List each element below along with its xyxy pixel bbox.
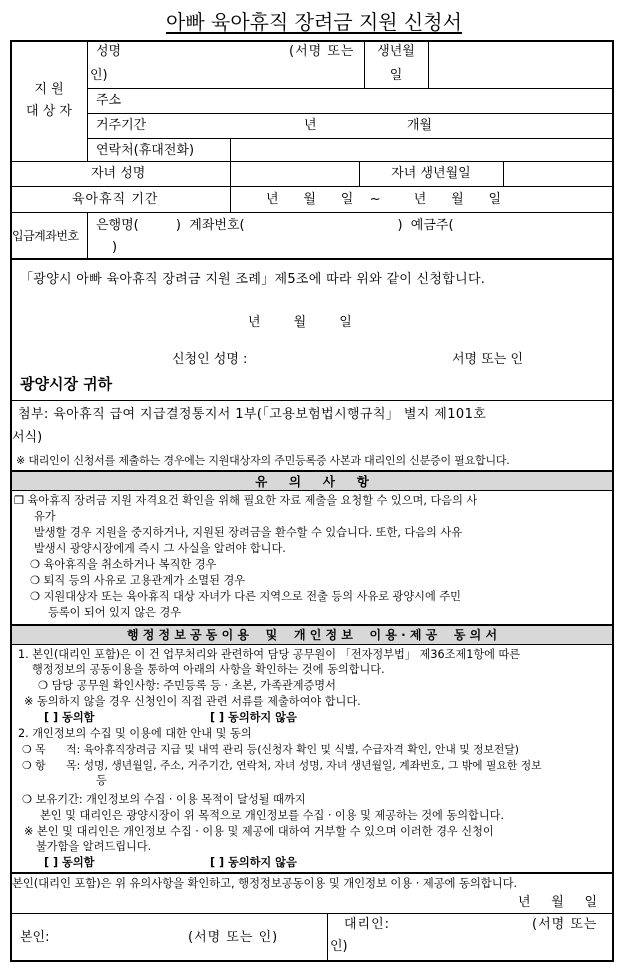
agent-sign: (서명 또는 <box>532 917 598 932</box>
consent-line: ❍ 항 목: 성명, 생년월일, 주소, 거주기간, 연락처, 자녀 성명, 자녀 생년월일, 계좌번호, 그 밖에 필요한 정보 <box>22 759 542 772</box>
consent-agree-1[interactable]: [ ] 동의함 <box>44 711 95 724</box>
consent-line: 1. 본인(대리인 포함)은 이 건 업무처리와 관련하여 담당 공무원이 「전자정부법」 제36조제1항에 따른 <box>18 648 521 661</box>
caution-line: ❍ 지원대상자 또는 육아휴직 대상 자녀가 다른 지역으로 전출 등의 사유로 광양시에 주민 <box>30 590 461 603</box>
signer-label: 신청인 성명 : <box>172 352 248 367</box>
residence-label: 거주기간 <box>96 118 147 133</box>
consent-line: 행정정보의 공동이용을 통하여 아래의 사항을 확인하는 것에 동의합니다. <box>32 663 385 676</box>
caution-line: ❍ 육아휴직을 취소하거나 복직한 경우 <box>30 558 217 571</box>
grid-line <box>11 212 613 213</box>
caution-line: ❍ 퇴직 등의 사유로 고용관계가 소멸된 경우 <box>30 574 246 587</box>
grid-line <box>11 490 613 491</box>
consent-disagree-1[interactable]: [ ] 동의하지 않음 <box>210 711 297 724</box>
consent-line: ※ 동의하지 않을 경우 신청인이 직접 관련 서류를 제출하여야 합니다. <box>24 695 361 708</box>
phone-label: 연락처(휴대전화) <box>96 143 195 158</box>
consent-line: ❍ 담당 공무원 확인사항: 주민등록 등 · 초본, 가족관계증명서 <box>38 679 336 692</box>
consent-line: 불가함을 알려드립니다. <box>36 840 152 853</box>
declaration-date: 년 월 일 <box>248 315 352 330</box>
cautions-header: 유 의 사 항 <box>255 474 369 489</box>
birth-label: 일 <box>389 68 403 83</box>
grid-line <box>11 258 613 260</box>
consent-agree-2[interactable]: [ ] 동의함 <box>44 856 95 869</box>
caution-line: 등록이 되어 있지 않은 경우 <box>48 606 182 619</box>
consent-header: 행 정 정 보 공 동 이 용 및 개 인 정 보 이 용 · 제 공 동 의 서 <box>126 628 498 642</box>
name-sign-label-cont: 인) <box>90 68 108 83</box>
addressee: 광양시장 귀하 <box>20 375 113 393</box>
grid-line <box>11 400 613 401</box>
agent-sign-cont: 인) <box>330 939 348 954</box>
bank-info: 은행명( ) 계좌번호( ) 예금주( <box>96 218 454 233</box>
self-sign: (서명 또는 인) <box>188 930 279 945</box>
consent-line: 본인 및 대리인은 광양시장이 위 목적으로 개인정보를 수집 · 이용 및 제공하는 것에 동의합니다. <box>40 809 505 822</box>
grid-line <box>87 212 88 259</box>
attachment-text: 첨부: 육아휴직 급여 지급결정통지서 1부(「고용보험법시행규칙」 별지 제101호 <box>18 407 487 422</box>
child-name-label: 자녀 성명 <box>91 166 146 181</box>
attachment-text-cont: 서식) <box>12 430 43 445</box>
grid-line <box>11 161 613 162</box>
sign-text: 서명 또는 인 <box>452 352 524 367</box>
agent-label: 대리인: <box>344 917 391 932</box>
grid-line <box>11 913 613 914</box>
grid-line <box>87 138 613 139</box>
applicant-label: 대 상 자 <box>26 104 72 119</box>
grid-line <box>428 41 429 88</box>
residence-month: 개월 <box>407 118 433 133</box>
leave-period-label: 육아휴직 기간 <box>72 192 159 207</box>
grid-line <box>87 113 613 114</box>
consent-line: 등 <box>96 774 107 787</box>
applicant-label: 지 원 <box>34 82 64 97</box>
consent-disagree-2[interactable]: [ ] 동의하지 않음 <box>210 856 297 869</box>
caution-line: 유가 <box>34 510 56 523</box>
consent-line: ※ 본인 및 대리인은 개인정보 수집 · 이용 및 제공에 대하여 거부할 수 있으며 이러한 경우 신청이 <box>24 825 494 838</box>
address-label: 주소 <box>96 93 122 108</box>
birth-label: 생년월 <box>377 44 415 59</box>
leave-period-value: 년 월 일 ~ 년 월 일 <box>266 192 502 207</box>
footer-date: 년 월 일 <box>518 895 597 910</box>
caution-line: ❒ 육아휴직 장려금 지원 자격요건 확인을 위해 필요한 자료 제출을 요청할 수 있으며, 다음의 사 <box>14 494 478 507</box>
grid-line <box>11 872 613 874</box>
caution-line: 발생할 경우 지원을 중지하거나, 지원된 장려금을 환수할 수 있습니다. 또한, 다음의 사유 <box>34 526 463 539</box>
footer-statement: 본인(대리인 포함)은 위 유의사항을 확인하고, 행정정보공동이용 및 개인정보 이용 · 제공에 동의합니다. <box>12 876 518 890</box>
grid-line <box>11 186 613 187</box>
grid-line <box>230 138 231 186</box>
child-birth-label: 자녀 생년월일 <box>391 166 471 181</box>
grid-line <box>87 41 88 161</box>
form-title: 아빠 육아휴직 장려금 지원 신청서 <box>166 10 462 34</box>
bank-label: 입금계좌번호 <box>12 229 79 243</box>
grid-line <box>11 644 613 645</box>
name-label: 성명 <box>96 44 122 59</box>
self-label: 본인: <box>20 930 50 945</box>
grid-line <box>327 913 328 960</box>
grid-line <box>87 88 613 89</box>
declaration-text: 「광양시 아빠 육아휴직 장려금 지원 조례」제5조에 따라 위와 같이 신청합니다. <box>20 272 486 287</box>
consent-line: ❍ 보유기간: 개인정보의 수집 · 이용 목적이 달성될 때까지 <box>22 793 306 806</box>
proxy-note: ※ 대리인이 신청서를 제출하는 경우에는 지원대상자의 주민등록증 사본과 대리인의 신분증이 필요합니다. <box>16 454 510 467</box>
name-sign-label: (서명 또는 <box>289 44 355 59</box>
bank-info-cont: ) <box>112 240 118 255</box>
grid-line <box>230 186 231 212</box>
residence-year: 년 <box>304 118 317 133</box>
caution-line: 발생시 광양시장에게 즉시 그 사실을 알려야 합니다. <box>34 542 286 555</box>
consent-line: ❍ 목 적: 육아휴직장려금 지급 및 내역 관리 등(신청자 확인 및 식별, 수급자격 확인, 안내 및 정보전달) <box>22 743 520 756</box>
consent-line: 2. 개인정보의 수집 및 이용에 대한 안내 및 동의 <box>18 727 252 740</box>
grid-line <box>503 161 504 186</box>
